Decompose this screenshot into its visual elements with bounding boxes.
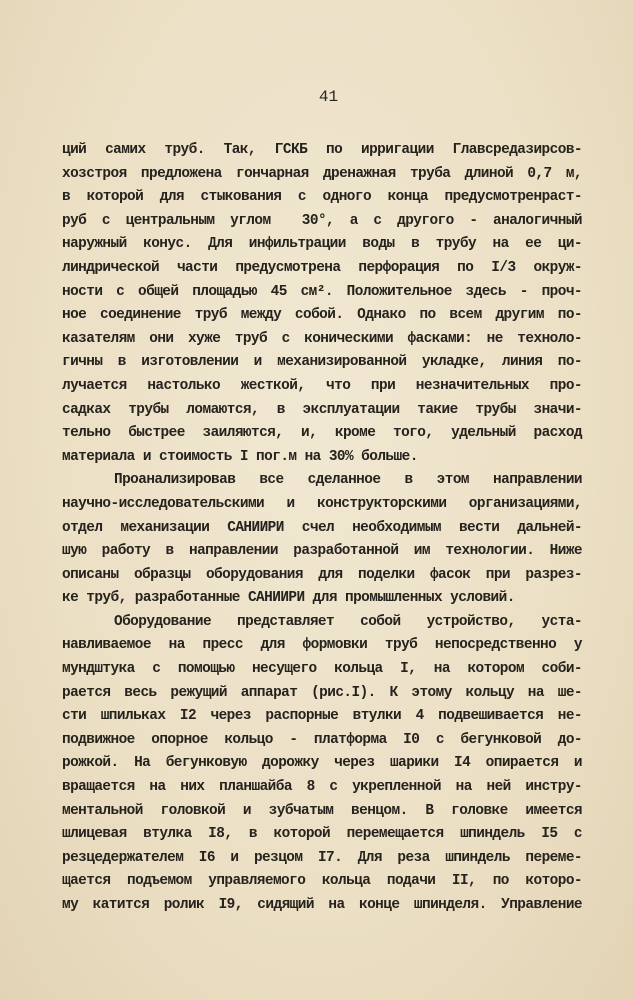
text-line: подвижное опорное кольцо - платформа I0 с бегунковой до- [62,731,582,748]
text-line: рается весь режущий аппарат (рис.I). К этому кольцу на ше- [62,684,582,701]
text-line: щается подъемом управляемого кольца подачи II, по которо- [62,873,582,890]
text-line: гичны в изготовлении и механизированной укладке, линия по- [62,354,582,371]
page-number: 41 [318,88,339,106]
text-line: сти шпильках I2 через распорные втулки 4 подвешивается не- [62,708,582,725]
text-line: в которой для стыкования с одного конца предусмотренраст- [62,189,582,206]
text-line: лучается настолько жесткой, что при незначительных про- [62,377,582,394]
text-line: Оборудование представляет собой устройство, уста- [114,613,582,630]
text-line: ке труб, разработанные САНИИРИ для промышленных условий. [62,590,515,607]
text-line: мундштука с помощью несущего кольца I, на котором соби- [62,661,582,678]
text-line: отдел механизации САНИИРИ счел необходимым вести дальней- [62,519,582,536]
text-line: ций самих труб. Так, ГСКБ по ирригации Главсредазирсов- [62,142,582,158]
text-line: тельно быстрее заиляются, и, кроме того, удельный расход [62,425,582,442]
text-line: руб с центральным углом 30°, а с другого - аналогичный [62,212,582,229]
text-line: ности с общей площадью 45 см². Положительное здесь - проч- [62,283,582,300]
text-line: описаны образцы оборудования для поделки фасок при разрез- [62,566,582,583]
text-line: шую работу в направлении разработанной им технологии. Ниже [62,543,582,560]
text-line: наружный конус. Для инфильтрации воды в трубу на ее ци- [62,236,582,253]
text-line: казателям они хуже труб с коническими фасками: не техноло- [62,330,582,347]
text-line: материала и стоимость I пог.м на 30% больше. [62,448,418,465]
text-line: шлицевая втулка I8, в которой перемещается шпиндель I5 с [62,826,582,843]
text-line: научно-исследовательскими и конструкторскими организациями, [62,495,582,512]
text-line: навливаемое на пресс для формовки труб непосредственно у [62,637,582,654]
text-line: садках трубы ломаются, в эксплуатации такие трубы значи- [62,401,582,418]
text-line: му катится ролик I9, сидящий на конце шпинделя. Управление [62,897,582,913]
text-line: хозстроя предложена гончарная дренажная труба длиной 0,7 м, [62,165,582,182]
text-line: вращается на них планшайба 8 с укрепленной на ней инстру- [62,779,582,796]
text-line: ное соединение труб между собой. Однако по всем другим по- [62,307,582,324]
text-line: ментальной головкой и зубчатым венцом. В головке имеется [62,802,582,819]
body-text [62,139,582,918]
text-line: рожкой. На бегунковую дорожку через шарики I4 опирается и [62,755,582,772]
text-line: резцедержателем I6 и резцом I7. Для реза шпиндель переме- [62,849,582,866]
text-line: линдрической части предусмотрена перфорация по I/3 окруж- [62,259,582,276]
text-line: Проанализировав все сделанное в этом направлении [114,472,582,489]
